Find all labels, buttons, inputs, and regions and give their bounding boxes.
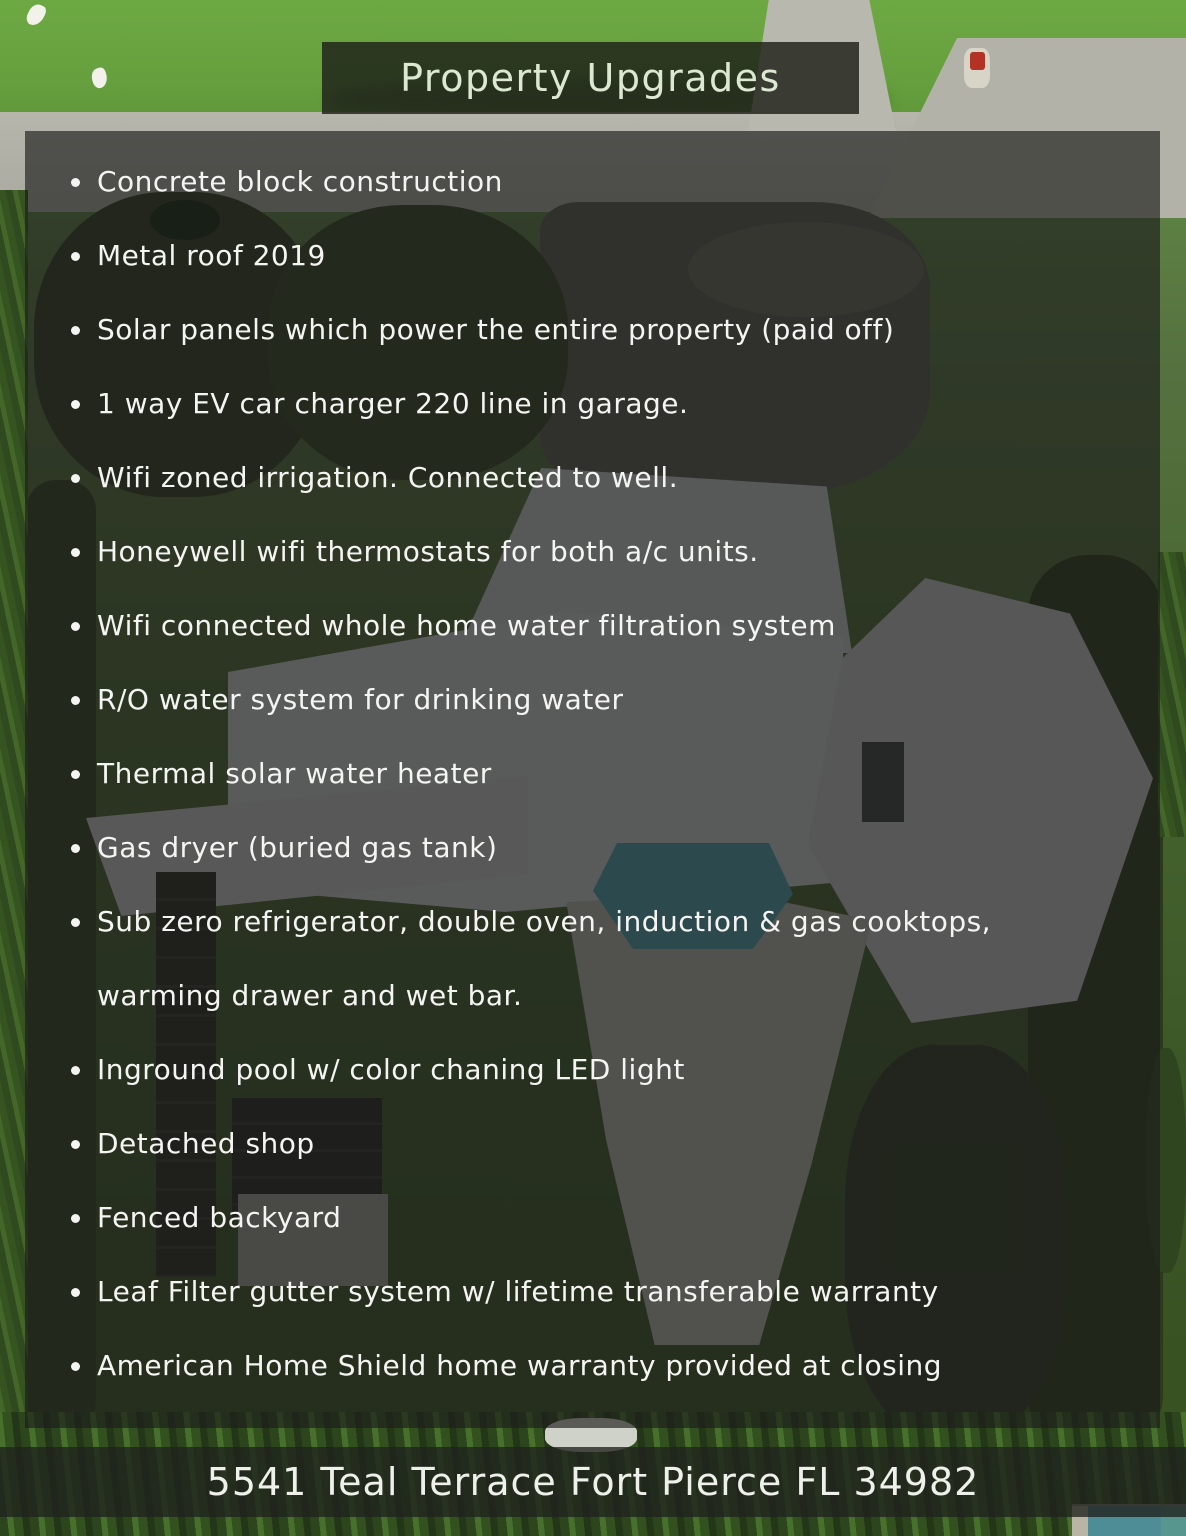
bullet-icon	[71, 548, 80, 557]
bullet-icon	[71, 326, 80, 335]
item-text: Wifi connected whole home water filtration system	[97, 609, 836, 642]
item-text: American Home Shield home warranty provided at closing	[97, 1349, 942, 1382]
list-item	[71, 589, 1063, 663]
item-text: Honeywell wifi thermostats for both a/c units.	[97, 535, 759, 568]
list-item	[71, 367, 1063, 441]
upgrades-panel	[25, 131, 1160, 1428]
list-item	[71, 515, 1063, 589]
list-item	[71, 293, 1063, 367]
list-item	[71, 441, 1063, 515]
list-item	[71, 1107, 1063, 1181]
bullet-icon	[71, 1362, 80, 1371]
foliage-edge	[0, 190, 28, 1536]
item-text: 1 way EV car charger 220 line in garage.	[97, 387, 689, 420]
upgrades-list	[25, 131, 1160, 1403]
property-address: 5541 Teal Terrace Fort Pierce FL 34982	[206, 1460, 980, 1504]
list-item	[71, 1255, 1063, 1329]
bullet-icon	[71, 844, 80, 853]
item-text: Thermal solar water heater	[97, 757, 492, 790]
item-text: R/O water system for drinking water	[97, 683, 624, 716]
item-text: Metal roof 2019	[97, 239, 326, 272]
list-item	[71, 663, 1063, 737]
address-bar	[0, 1447, 1186, 1517]
mailbox	[970, 52, 985, 70]
item-text: Gas dryer (buried gas tank)	[97, 831, 498, 864]
item-text: Inground pool w/ color chaning LED light	[97, 1053, 685, 1086]
bullet-icon	[71, 178, 80, 187]
item-text: Concrete block construction	[97, 165, 503, 198]
item-text: Leaf Filter gutter system w/ lifetime transferable warranty	[97, 1275, 939, 1308]
bullet-icon	[71, 1066, 80, 1075]
bullet-icon	[71, 1288, 80, 1297]
list-item	[71, 811, 1063, 885]
bullet-icon	[71, 1140, 80, 1149]
item-text: Wifi zoned irrigation. Connected to well.	[97, 461, 679, 494]
foliage-edge	[1158, 552, 1186, 837]
title-banner	[322, 42, 859, 114]
bullet-icon	[71, 622, 80, 631]
item-text: Solar panels which power the entire property (paid off)	[97, 313, 895, 346]
list-item	[71, 219, 1063, 293]
bullet-icon	[71, 1214, 80, 1223]
list-item	[71, 737, 1063, 811]
list-item	[71, 145, 1063, 219]
bullet-icon	[71, 770, 80, 779]
list-item	[71, 1033, 1063, 1107]
item-text: Sub zero refrigerator, double oven, induction & gas cooktops, warming drawer and wet bar.	[97, 905, 992, 1012]
list-item	[71, 1181, 1063, 1255]
bullet-icon	[71, 696, 80, 705]
item-text: Fenced backyard	[97, 1201, 342, 1234]
list-item	[71, 885, 1063, 1033]
bullet-icon	[71, 474, 80, 483]
bullet-icon	[71, 400, 80, 409]
page-title: Property Upgrades	[400, 56, 781, 100]
list-item	[71, 1329, 1063, 1403]
item-text: Detached shop	[97, 1127, 315, 1160]
bullet-icon	[71, 252, 80, 261]
bullet-icon	[71, 918, 80, 927]
